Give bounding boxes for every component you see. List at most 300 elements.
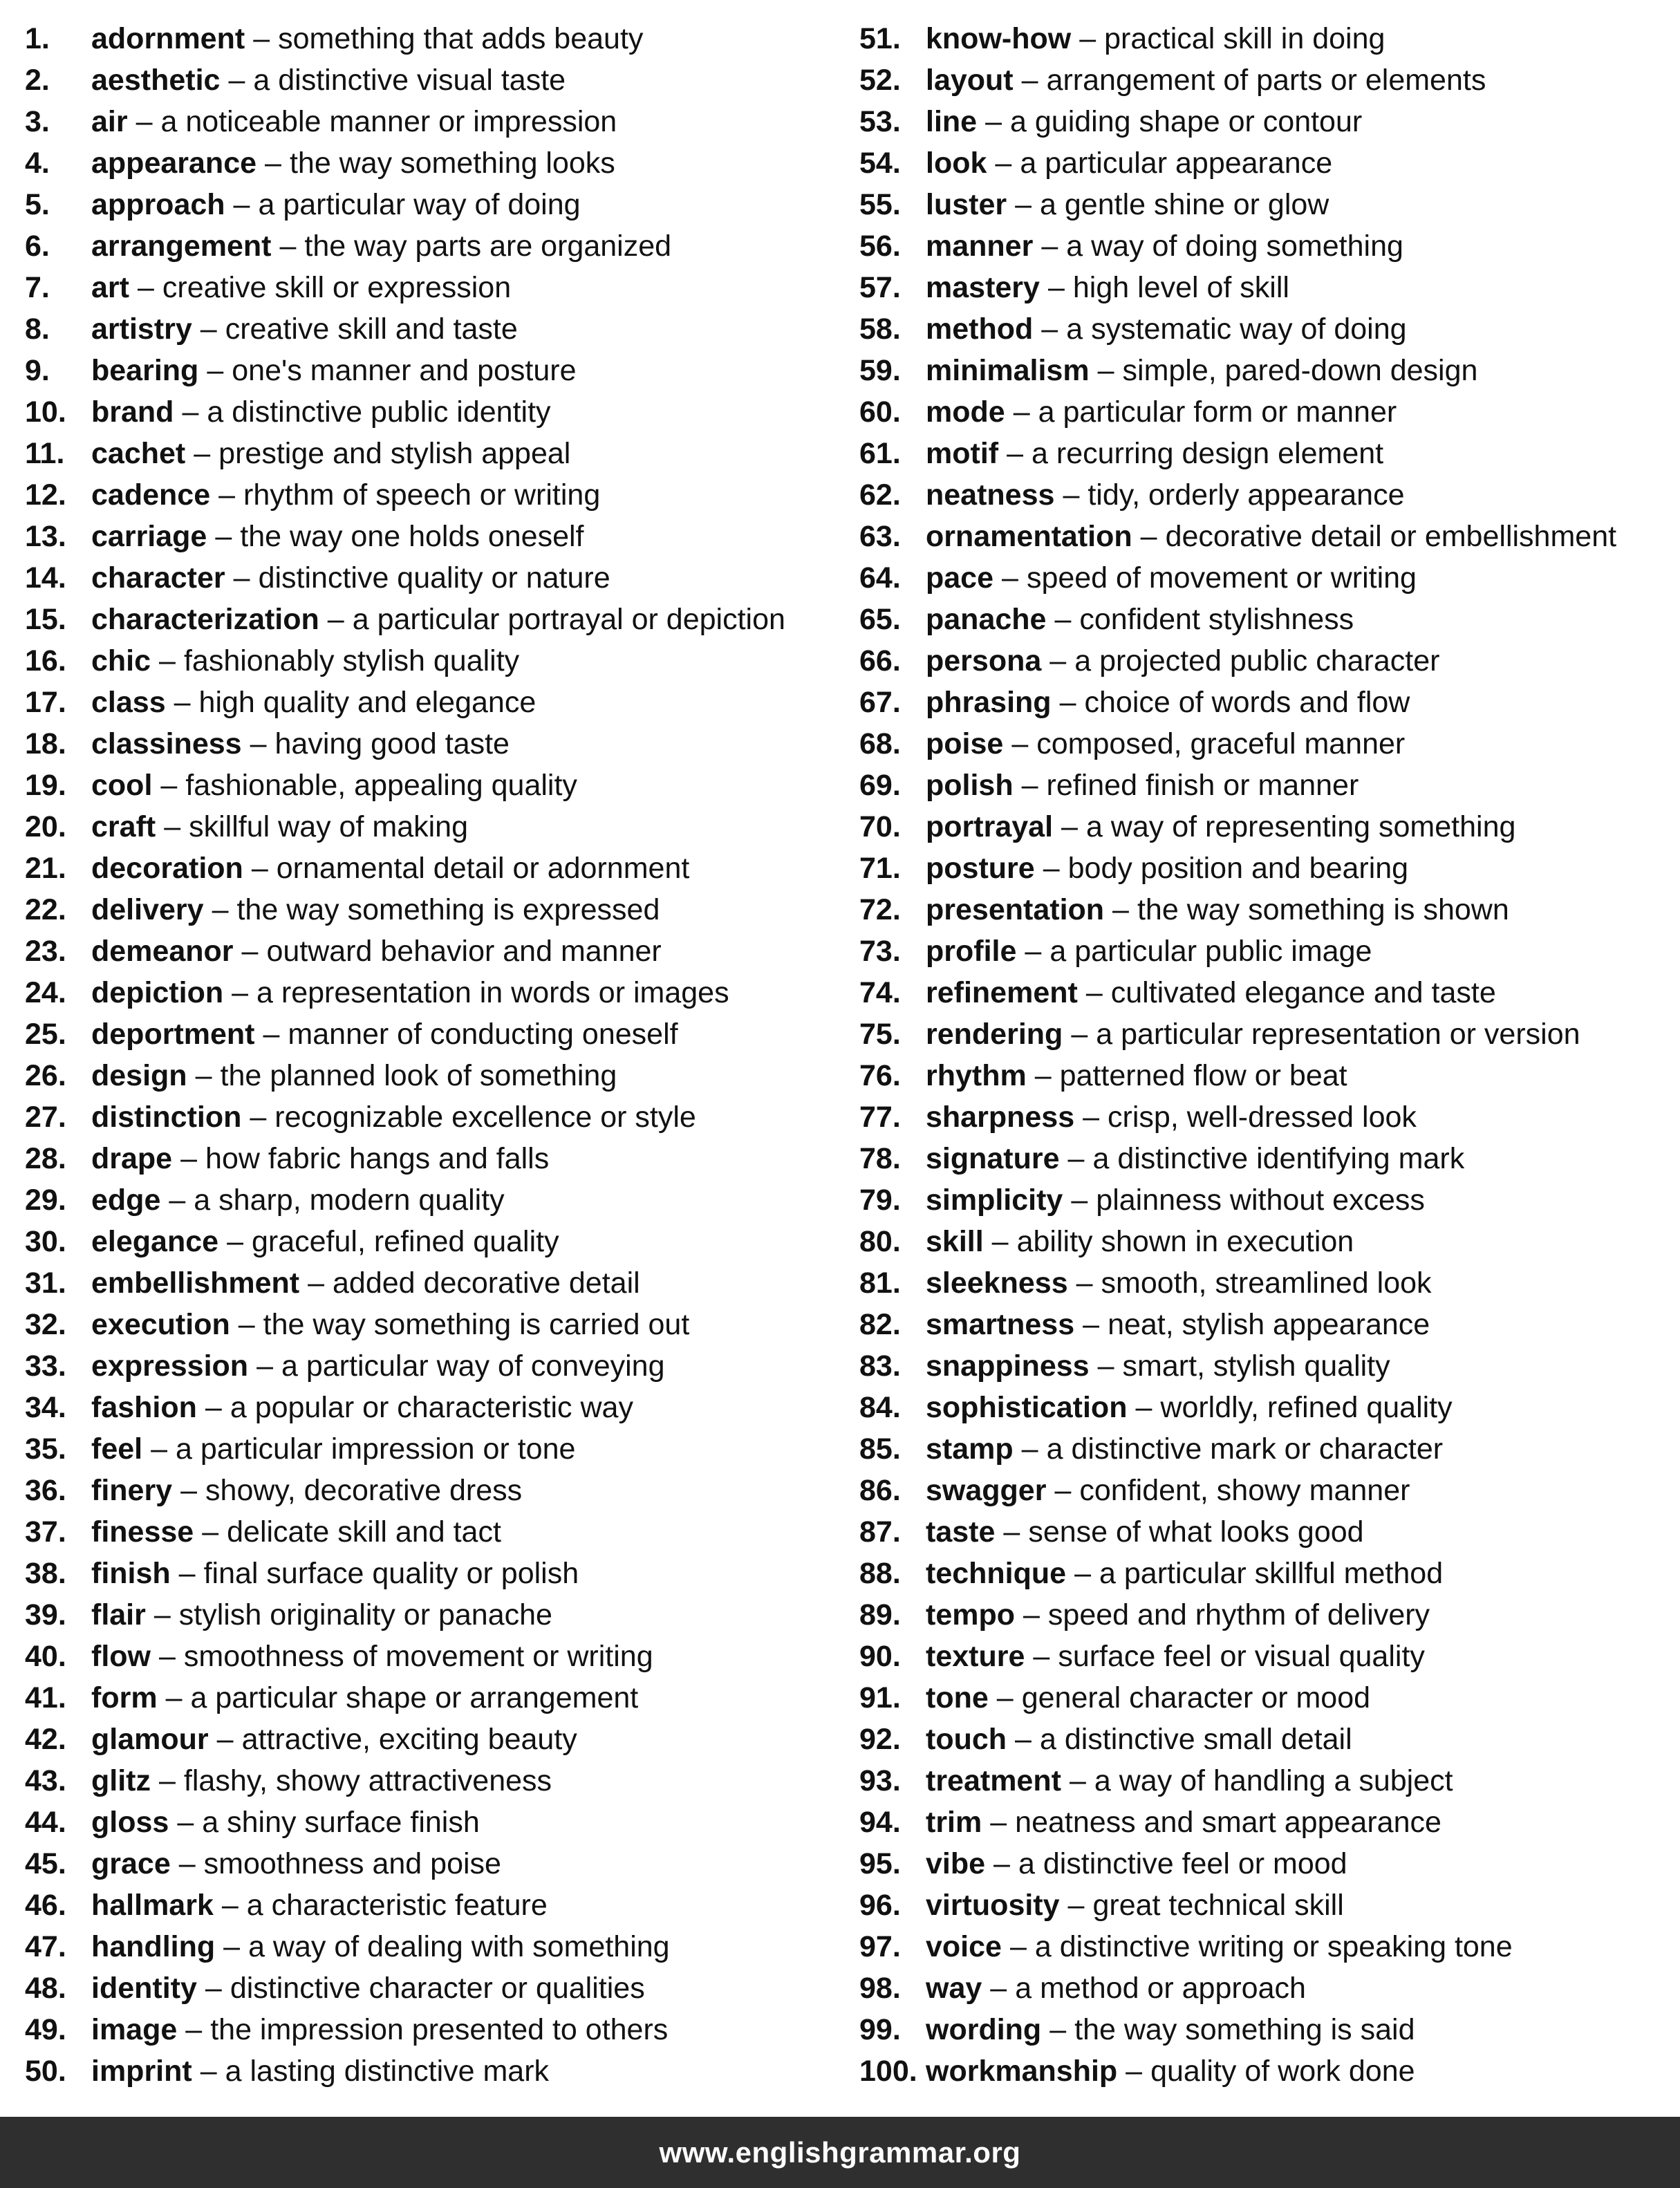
list-item-separator: – [1015, 188, 1032, 221]
list-item-definition: fashionable, appealing quality [185, 769, 577, 802]
list-item [859, 1138, 1680, 1179]
list-item-number: 89. [859, 1598, 901, 1631]
list-item-separator: – [165, 1681, 183, 1714]
list-item-term: cachet [91, 437, 186, 470]
list-item-number: 72. [859, 893, 901, 926]
list-item [25, 557, 855, 599]
list-item-term: glitz [91, 1764, 151, 1797]
list-item-separator: – [202, 1515, 219, 1549]
list-item [859, 1304, 1680, 1345]
list-item-term: panache [926, 603, 1047, 636]
list-item-number: 61. [859, 437, 901, 470]
list-item-term: stamp [926, 1432, 1014, 1466]
list-item-separator: – [233, 188, 250, 221]
list-item [25, 848, 855, 889]
list-item-separator: – [1041, 312, 1058, 346]
list-item-number: 90. [859, 1640, 901, 1673]
list-item-separator: – [1083, 1101, 1100, 1134]
list-item-term: edge [91, 1184, 161, 1217]
list-item-term: brand [91, 395, 174, 429]
list-item [25, 1926, 855, 1967]
list-item-definition: attractive, exciting beauty [241, 1723, 577, 1756]
list-item [25, 391, 855, 433]
list-item-number: 69. [859, 769, 901, 802]
list-item [859, 1719, 1680, 1760]
list-item-definition: a noticeable manner or impression [160, 105, 617, 138]
list-item-definition: the way something looks [289, 147, 615, 180]
list-item-definition: tidy, orderly appearance [1088, 478, 1405, 512]
list-item-number: 51. [859, 22, 901, 55]
list-item [859, 765, 1680, 806]
list-item-separator: – [1021, 769, 1038, 802]
list-item-definition: a way of representing something [1085, 810, 1516, 843]
list-item-term: mode [926, 395, 1005, 429]
list-item-number: 37. [25, 1515, 66, 1549]
list-item-term: presentation [926, 893, 1105, 926]
list-item-term: image [91, 2013, 178, 2046]
list-item-number: 57. [859, 271, 901, 304]
list-item-number: 29. [25, 1184, 66, 1217]
list-item-term: skill [926, 1225, 984, 1258]
list-item-number: 28. [25, 1142, 66, 1175]
list-item-term: know-how [926, 22, 1072, 55]
list-item-number: 79. [859, 1184, 901, 1217]
list-item [859, 1553, 1680, 1594]
list-item-separator: – [180, 1142, 198, 1175]
list-item-definition: a particular form or manner [1038, 395, 1397, 429]
list-item-definition: high quality and elegance [198, 686, 536, 719]
list-item-number: 95. [859, 1847, 901, 1880]
list-item-number: 3. [25, 105, 50, 138]
list-item-definition: a way of doing something [1066, 230, 1403, 263]
list-item-number: 88. [859, 1557, 901, 1590]
list-item-separator: – [279, 230, 297, 263]
list-item-term: method [926, 312, 1034, 346]
list-item-separator: – [1023, 1598, 1040, 1631]
list-item-term: artistry [91, 312, 192, 346]
list-item-number: 24. [25, 976, 66, 1009]
list-item-separator: – [158, 1764, 176, 1797]
list-item-definition: a guiding shape or contour [1010, 105, 1363, 138]
list-item-definition: something that adds beauty [278, 22, 644, 55]
list-item-number: 12. [25, 478, 66, 512]
list-item-separator: – [1085, 976, 1103, 1009]
list-item-separator: – [1054, 1474, 1072, 1507]
list-item-number: 17. [25, 686, 66, 719]
list-item [859, 2009, 1680, 2050]
list-item-definition: sense of what looks good [1028, 1515, 1364, 1549]
list-item-number: 83. [859, 1349, 901, 1383]
list-item-number: 41. [25, 1681, 66, 1714]
list-item-term: poise [926, 727, 1004, 760]
list-item-term: ornamentation [926, 520, 1132, 553]
list-item [859, 1926, 1680, 1967]
list-item-separator: – [1097, 1349, 1114, 1383]
list-item [859, 1594, 1680, 1636]
list-item-number: 62. [859, 478, 901, 512]
list-item-separator: – [996, 1681, 1014, 1714]
list-item-separator: – [212, 893, 229, 926]
list-item [859, 2050, 1680, 2092]
list-item-number: 20. [25, 810, 66, 843]
list-item-number: 96. [859, 1889, 901, 1922]
list-item-term: arrangement [91, 230, 272, 263]
list-item-definition: recognizable excellence or style [274, 1101, 696, 1134]
list-item-number: 10. [25, 395, 66, 429]
list-item-term: distinction [91, 1101, 242, 1134]
list-item-separator: – [1041, 230, 1058, 263]
list-item-number: 91. [859, 1681, 901, 1714]
list-item-separator: – [1007, 437, 1024, 470]
list-item [25, 1013, 855, 1055]
list-item-number: 22. [25, 893, 66, 926]
list-item-definition: the way something is said [1074, 2013, 1415, 2046]
list-item-number: 25. [25, 1018, 66, 1051]
list-item-term: elegance [91, 1225, 219, 1258]
list-item-separator: – [1002, 561, 1018, 595]
list-item [25, 1304, 855, 1345]
list-item [859, 1470, 1680, 1511]
list-item-term: class [91, 686, 166, 719]
list-item-term: wording [926, 2013, 1042, 2046]
list-item-term: pace [926, 561, 994, 595]
list-item-separator: – [1034, 1059, 1052, 1092]
list-item-number: 44. [25, 1806, 66, 1839]
list-item-definition: having good taste [274, 727, 510, 760]
list-item-definition: a distinctive visual taste [253, 64, 566, 97]
list-item-separator: – [227, 1225, 243, 1258]
list-item-definition: decorative detail or embellishment [1165, 520, 1617, 553]
list-item-separator: – [990, 1806, 1007, 1839]
list-item-term: design [91, 1059, 187, 1092]
list-item-number: 75. [859, 1018, 901, 1051]
list-item-number: 77. [859, 1101, 901, 1134]
list-item-term: handling [91, 1930, 216, 1963]
list-item-term: voice [926, 1930, 1002, 1963]
list-item-number: 85. [859, 1432, 901, 1466]
list-item-separator: – [1059, 686, 1076, 719]
list-item [859, 1096, 1680, 1138]
list-item [859, 1677, 1680, 1719]
list-item-number: 60. [859, 395, 901, 429]
list-item [25, 1719, 855, 1760]
list-item-separator: – [200, 312, 217, 346]
list-item-number: 50. [25, 2055, 66, 2088]
list-item-term: look [926, 147, 987, 180]
list-item-separator: – [1071, 1184, 1088, 1217]
list-item [25, 1470, 855, 1511]
list-item-term: form [91, 1681, 158, 1714]
list-item-separator: – [265, 147, 281, 180]
list-item-term: classiness [91, 727, 242, 760]
list-item-definition: a particular way of conveying [281, 1349, 665, 1383]
list-item-term: imprint [91, 2055, 192, 2088]
list-item [25, 1345, 855, 1387]
list-item-separator: – [1013, 395, 1030, 429]
list-item-separator: – [1074, 1557, 1091, 1590]
list-item-number: 82. [859, 1308, 901, 1341]
list-item [25, 225, 855, 267]
list-item [859, 1760, 1680, 1802]
list-item-term: way [926, 1972, 982, 2005]
list-item-definition: creative skill or expression [162, 271, 512, 304]
list-item-term: luster [926, 188, 1007, 221]
list-item [859, 433, 1680, 474]
list-item-term: vibe [926, 1847, 986, 1880]
list-item-term: hallmark [91, 1889, 214, 1922]
list-item-separator: – [207, 354, 224, 387]
list-item-definition: ability shown in execution [1016, 1225, 1354, 1258]
list-item-term: layout [926, 64, 1014, 97]
list-item-term: sharpness [926, 1101, 1075, 1134]
list-item-term: approach [91, 188, 225, 221]
list-item-separator: – [250, 727, 267, 760]
list-item-definition: a distinctive identifying mark [1092, 1142, 1465, 1175]
list-item-separator: – [1047, 271, 1065, 304]
list-item-term: sleekness [926, 1266, 1068, 1300]
list-item-definition: how fabric hangs and falls [205, 1142, 550, 1175]
list-item-separator: – [216, 1723, 234, 1756]
list-item-term: flow [91, 1640, 151, 1673]
list-item [859, 18, 1680, 59]
list-item-separator: – [263, 1018, 280, 1051]
list-item-term: touch [926, 1723, 1007, 1756]
list-item [859, 1967, 1680, 2009]
list-item-definition: a distinctive feel or mood [1018, 1847, 1347, 1880]
list-item-definition: smoothness of movement or writing [183, 1640, 653, 1673]
list-item-number: 74. [859, 976, 901, 1009]
list-item-term: glamour [91, 1723, 209, 1756]
list-item [859, 267, 1680, 308]
list-item-number: 2. [25, 64, 50, 97]
list-item-number: 53. [859, 105, 901, 138]
list-item-separator: – [985, 105, 1002, 138]
list-item-definition: body position and bearing [1067, 852, 1409, 885]
list-item-separator: – [164, 810, 181, 843]
list-item [859, 1179, 1680, 1221]
list-item-separator: – [1069, 1764, 1086, 1797]
list-item-number: 47. [25, 1930, 66, 1963]
list-item-separator: – [178, 1847, 196, 1880]
list-item-definition: a gentle shine or glow [1040, 188, 1329, 221]
list-item-number: 84. [859, 1391, 901, 1424]
list-item [859, 931, 1680, 972]
list-item [25, 1179, 855, 1221]
list-item [25, 1594, 855, 1636]
list-item-number: 38. [25, 1557, 66, 1590]
list-item [25, 640, 855, 682]
list-item-separator: – [990, 1972, 1007, 2005]
word-list-column-left [25, 18, 855, 2092]
list-item-number: 42. [25, 1723, 66, 1756]
list-item-term: minimalism [926, 354, 1090, 387]
list-item-number: 68. [859, 727, 901, 760]
list-item-definition: cultivated elegance and taste [1110, 976, 1496, 1009]
list-item [859, 1345, 1680, 1387]
list-item-separator: – [995, 147, 1012, 180]
list-item-definition: surface feel or visual quality [1058, 1640, 1425, 1673]
list-item [25, 267, 855, 308]
list-item-definition: one's manner and posture [232, 354, 577, 387]
list-item-term: deportment [91, 1018, 255, 1051]
list-item [25, 1221, 855, 1262]
list-item-number: 23. [25, 935, 66, 968]
list-item [859, 1802, 1680, 1843]
list-item-separator: – [1011, 727, 1029, 760]
list-item-definition: a particular skillful method [1099, 1557, 1444, 1590]
list-item-definition: a recurring design element [1032, 437, 1384, 470]
list-item [859, 142, 1680, 184]
list-item [25, 889, 855, 931]
list-item-definition: prestige and stylish appeal [218, 437, 571, 470]
list-item [25, 516, 855, 557]
list-item-separator: – [136, 105, 153, 138]
list-item-separator: – [200, 2055, 217, 2088]
list-item-number: 70. [859, 810, 901, 843]
list-item [859, 848, 1680, 889]
list-item-number: 48. [25, 1972, 66, 2005]
list-item-term: cadence [91, 478, 211, 512]
list-item-term: execution [91, 1308, 230, 1341]
list-item-term: taste [926, 1515, 996, 1549]
list-item-term: posture [926, 852, 1035, 885]
list-item [859, 350, 1680, 391]
list-item [25, 1428, 855, 1470]
list-item-separator: – [1063, 478, 1080, 512]
list-item-term: characterization [91, 603, 319, 636]
list-item-separator: – [1009, 1930, 1027, 1963]
list-item-separator: – [1076, 1266, 1093, 1300]
list-item [25, 2050, 855, 2092]
list-item-number: 4. [25, 147, 50, 180]
list-item [25, 1967, 855, 2009]
list-item-definition: a particular public image [1049, 935, 1372, 968]
list-item-number: 13. [25, 520, 66, 553]
list-item [859, 1511, 1680, 1553]
list-item-separator: – [228, 64, 245, 97]
list-item-definition: showy, decorative dress [205, 1474, 523, 1507]
list-item [25, 1843, 855, 1885]
list-item-number: 73. [859, 935, 901, 968]
list-item-definition: composed, graceful manner [1036, 727, 1406, 760]
list-item-separator: – [205, 1391, 222, 1424]
list-item-definition: a distinctive small detail [1039, 1723, 1352, 1756]
list-item-term: feel [91, 1432, 143, 1466]
list-item-definition: neat, stylish appearance [1108, 1308, 1430, 1341]
list-item-definition: choice of words and flow [1084, 686, 1410, 719]
list-item-term: phrasing [926, 686, 1052, 719]
list-item-term: virtuosity [926, 1889, 1060, 1922]
list-item-definition: confident stylishness [1079, 603, 1354, 636]
list-item-number: 35. [25, 1432, 66, 1466]
list-item-term: persona [926, 644, 1042, 677]
list-item-definition: a distinctive public identity [207, 395, 551, 429]
list-item-definition: refined finish or manner [1046, 769, 1359, 802]
list-item-number: 86. [859, 1474, 901, 1507]
list-item-separator: – [327, 603, 344, 636]
list-item-number: 49. [25, 2013, 66, 2046]
list-item-definition: a way of dealing with something [248, 1930, 670, 1963]
list-item-number: 80. [859, 1225, 901, 1258]
list-item-term: sophistication [926, 1391, 1128, 1424]
list-item-definition: the way something is carried out [263, 1308, 690, 1341]
list-item-term: simplicity [926, 1184, 1063, 1217]
list-item-definition: neatness and smart appearance [1015, 1806, 1441, 1839]
list-item-separator: – [993, 1847, 1010, 1880]
list-item-definition: a way of handling a subject [1094, 1764, 1453, 1797]
list-item-definition: the planned look of something [220, 1059, 617, 1092]
list-item-term: trim [926, 1806, 982, 1839]
list-item-term: delivery [91, 893, 204, 926]
list-item-definition: plainness without excess [1096, 1184, 1425, 1217]
list-item-number: 54. [859, 147, 901, 180]
list-item [859, 225, 1680, 267]
list-item-separator: – [1015, 1723, 1032, 1756]
list-item [25, 101, 855, 142]
list-item-definition: a particular way of doing [258, 188, 581, 221]
list-item [25, 1262, 855, 1304]
list-item [25, 1055, 855, 1096]
list-item-number: 19. [25, 769, 66, 802]
footer-bar [0, 2117, 1680, 2188]
list-item-term: texture [926, 1640, 1025, 1673]
list-item-definition: speed of movement or writing [1026, 561, 1417, 595]
list-item [25, 931, 855, 972]
list-item [25, 1885, 855, 1926]
list-item-number: 1. [25, 22, 50, 55]
list-item-number: 87. [859, 1515, 901, 1549]
list-item-number: 45. [25, 1847, 66, 1880]
list-item-definition: stylish originality or panache [178, 1598, 552, 1631]
list-item [25, 1553, 855, 1594]
list-item-separator: – [215, 520, 232, 553]
list-item-separator: – [1021, 64, 1038, 97]
list-item-separator: – [308, 1266, 325, 1300]
list-item-definition: the way something is shown [1137, 893, 1509, 926]
list-item-number: 99. [859, 2013, 901, 2046]
list-item-definition: worldly, refined quality [1160, 1391, 1453, 1424]
list-item-number: 30. [25, 1225, 66, 1258]
list-item-term: refinement [926, 976, 1078, 1009]
list-item-separator: – [151, 1432, 168, 1466]
list-item-number: 7. [25, 271, 50, 304]
list-item-definition: a particular impression or tone [176, 1432, 576, 1466]
list-item-number: 63. [859, 520, 901, 553]
list-item-number: 100. [859, 2055, 917, 2088]
list-item-separator: – [160, 769, 178, 802]
list-item-separator: – [221, 1889, 239, 1922]
list-item [859, 474, 1680, 516]
list-item [859, 1221, 1680, 1262]
list-item-separator: – [1135, 1391, 1152, 1424]
list-item-term: cool [91, 769, 153, 802]
list-item-term: mastery [926, 271, 1040, 304]
list-item-definition: final surface quality or polish [203, 1557, 579, 1590]
list-item-separator: – [182, 395, 199, 429]
list-item-definition: distinctive character or qualities [230, 1972, 645, 2005]
list-item-term: character [91, 561, 225, 595]
list-item-number: 66. [859, 644, 901, 677]
list-item-number: 64. [859, 561, 901, 595]
list-item [859, 972, 1680, 1013]
list-item-number: 26. [25, 1059, 66, 1092]
list-item-number: 5. [25, 188, 50, 221]
list-item-term: manner [926, 230, 1034, 263]
list-item-definition: a particular representation or version [1096, 1018, 1580, 1051]
list-item-separator: – [1079, 22, 1096, 55]
list-item [25, 1677, 855, 1719]
list-item-separator: – [1003, 1515, 1020, 1549]
